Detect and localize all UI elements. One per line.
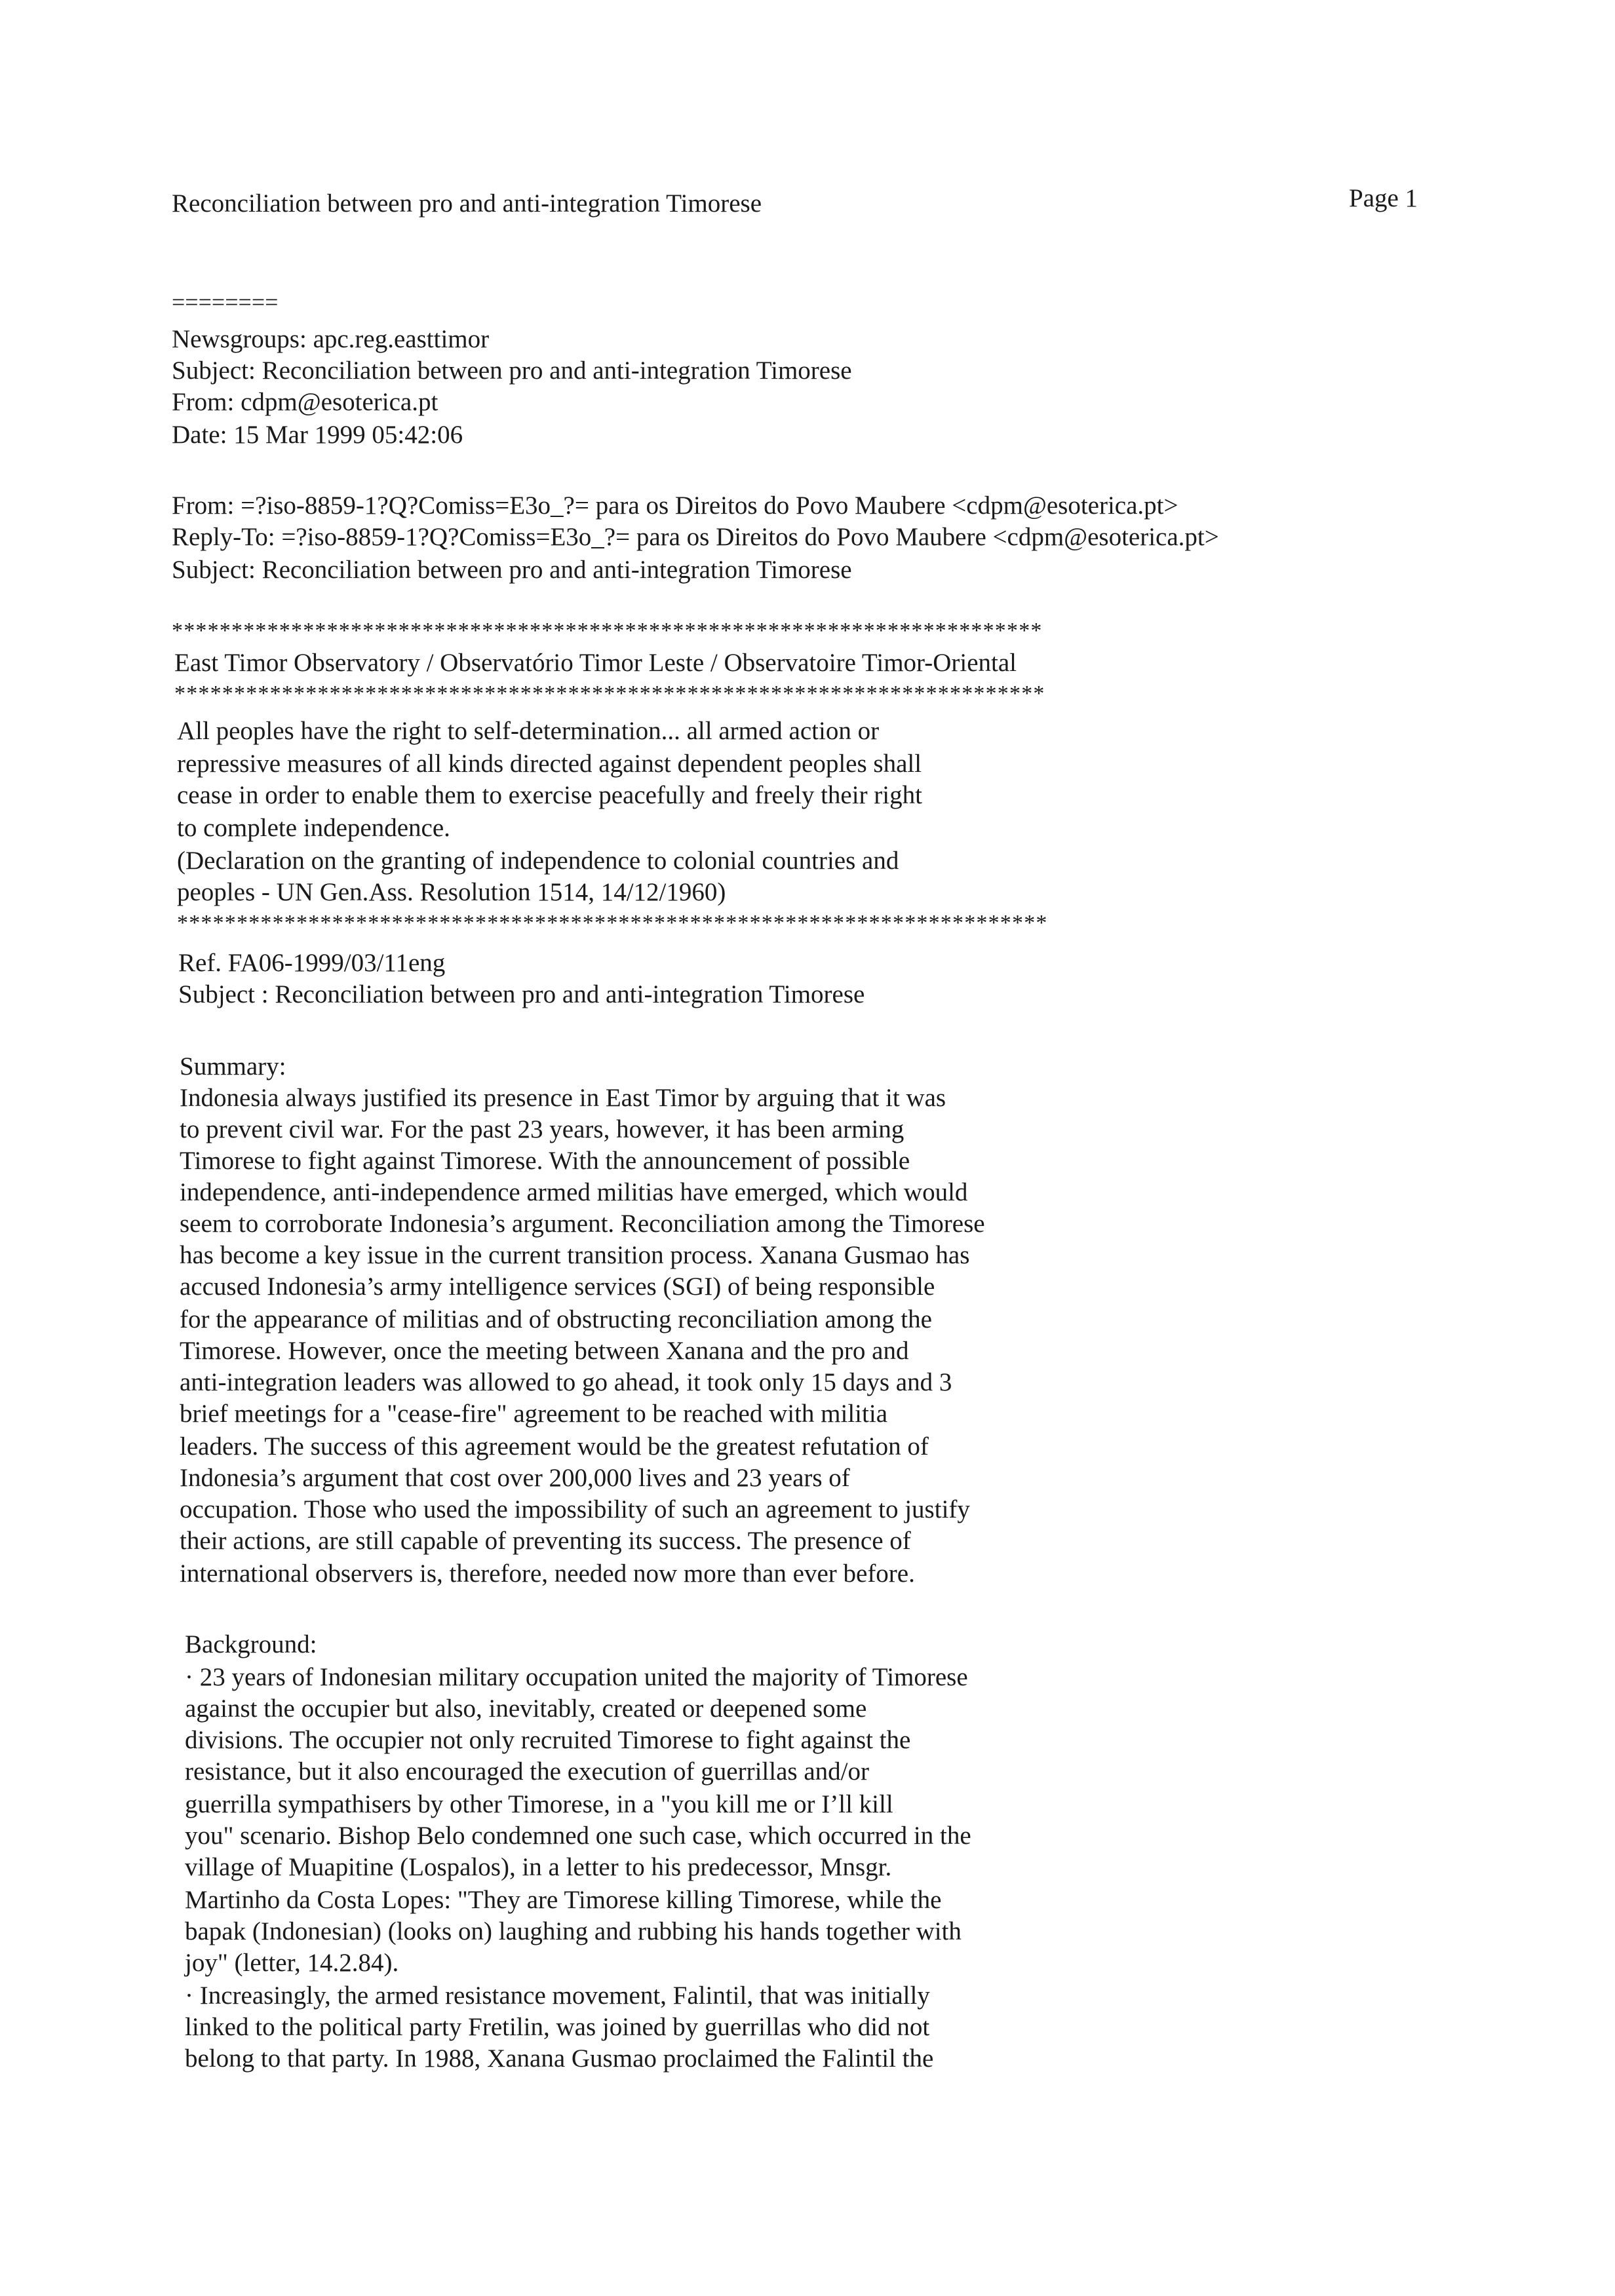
reference-subject-line: Subject : Reconciliation between pro and anti-integration Timorese bbox=[178, 980, 865, 1008]
background-line: divisions. The occupier not only recruited Timorese to fight against the bbox=[185, 1726, 911, 1754]
summary-line: leaders. The success of this agreement would be the greatest refutation of bbox=[180, 1432, 929, 1461]
summary-line: Indonesia’s argument that cost over 200,000 lives and 23 years of bbox=[180, 1464, 850, 1492]
from-line: From: cdpm@esoterica.pt bbox=[172, 388, 438, 416]
background-line: Martinho da Costa Lopes: "They are Timorese killing Timorese, while the bbox=[185, 1886, 942, 1914]
date-line: Date: 15 Mar 1999 05:42:06 bbox=[172, 421, 463, 449]
summary-line: seem to corroborate Indonesia’s argument. Reconciliation among the Timorese bbox=[180, 1210, 985, 1238]
quote-line: cease in order to enable them to exercise peacefully and freely their right bbox=[177, 781, 922, 809]
summary-line: independence, anti-independence armed militias have emerged, which would bbox=[180, 1178, 968, 1206]
background-line: · Increasingly, the armed resistance movement, Falintil, that was initially bbox=[185, 1981, 930, 2010]
quote-line: repressive measures of all kinds directed against dependent peoples shall bbox=[177, 750, 922, 778]
quote-line: peoples - UN Gen.Ass. Resolution 1514, 14/12/1960) bbox=[177, 878, 726, 906]
summary-line: Timorese to fight against Timorese. With the announcement of possible bbox=[180, 1147, 910, 1175]
header-separator: ======== bbox=[172, 289, 279, 315]
summary-line: Indonesia always justified its presence in East Timor by arguing that it was bbox=[180, 1084, 946, 1112]
background-line: you" scenario. Bishop Belo condemned one such case, which occurred in the bbox=[185, 1822, 971, 1850]
summary-line: occupation. Those who used the impossibility of such an agreement to justify bbox=[180, 1495, 970, 1523]
summary-line: accused Indonesia’s army intelligence services (SGI) of being responsible bbox=[180, 1272, 935, 1301]
quote-line: (Declaration on the granting of independence to colonial countries and bbox=[177, 847, 899, 875]
reference-line: Ref. FA06-1999/03/11eng bbox=[178, 949, 446, 977]
summary-heading: Summary: bbox=[180, 1052, 286, 1081]
summary-line: to prevent civil war. For the past 23 years, however, it has been arming bbox=[180, 1115, 905, 1143]
summary-line: brief meetings for a "cease-fire" agreement to be reached with militia bbox=[180, 1400, 888, 1428]
reply-to-line: Reply-To: =?iso-8859-1?Q?Comiss=E3o_?= para os Direitos do Povo Maubere <cdpm@esoterica.pt> bbox=[172, 523, 1219, 551]
background-line: belong to that party. In 1988, Xanana Gusmao proclaimed the Falintil the bbox=[185, 2044, 934, 2073]
subject-repeat-line: Subject: Reconciliation between pro and anti-integration Timorese bbox=[172, 556, 852, 584]
background-line: guerrilla sympathisers by other Timorese, in a "you kill me or I’ll kill bbox=[185, 1790, 893, 1818]
newsgroups-line: Newsgroups: apc.reg.easttimor bbox=[172, 325, 490, 353]
background-line: village of Muapitine (Lospalos), in a letter to his predecessor, Mnsgr. bbox=[185, 1853, 892, 1881]
page-number: Page 1 bbox=[1349, 184, 1418, 212]
background-heading: Background: bbox=[185, 1630, 317, 1658]
background-line: · 23 years of Indonesian military occupation united the majority of Timorese bbox=[185, 1663, 968, 1691]
summary-line: international observers is, therefore, needed now more than ever before. bbox=[180, 1559, 915, 1588]
page-header-title: Reconciliation between pro and anti-integration Timorese bbox=[172, 189, 762, 218]
star-rule-bottom: ************************************************************************* bbox=[177, 911, 1048, 935]
background-line: resistance, but it also encouraged the execution of guerrillas and/or bbox=[185, 1757, 869, 1786]
summary-line: anti-integration leaders was allowed to go ahead, it took only 15 days and 3 bbox=[180, 1368, 952, 1396]
background-line: bapak (Indonesian) (looks on) laughing and rubbing his hands together with bbox=[185, 1917, 962, 1945]
star-rule-top: ************************************************************************* bbox=[172, 619, 1043, 643]
subject-line: Subject: Reconciliation between pro and anti-integration Timorese bbox=[172, 356, 852, 385]
summary-line: has become a key issue in the current transition process. Xanana Gusmao has bbox=[180, 1241, 970, 1269]
summary-line: their actions, are still capable of preventing its success. The presence of bbox=[180, 1527, 911, 1555]
background-line: joy" (letter, 14.2.84). bbox=[185, 1949, 399, 1977]
quote-line: All peoples have the right to self-determination... all armed action or bbox=[177, 717, 880, 745]
star-rule-middle: ************************************************************************* bbox=[174, 681, 1045, 706]
from-full-line: From: =?iso-8859-1?Q?Comiss=E3o_?= para os Direitos do Povo Maubere <cdpm@esoterica.pt> bbox=[172, 491, 1178, 520]
observatory-title: East Timor Observatory / Observatório Timor Leste / Observatoire Timor-Oriental bbox=[174, 649, 1017, 677]
summary-line: Timorese. However, once the meeting between Xanana and the pro and bbox=[180, 1337, 909, 1365]
summary-line: for the appearance of militias and of obstructing reconciliation among the bbox=[180, 1305, 932, 1333]
quote-line: to complete independence. bbox=[177, 814, 450, 842]
background-line: linked to the political party Fretilin, was joined by guerrillas who did not bbox=[185, 2013, 930, 2041]
background-line: against the occupier but also, inevitably, created or deepened some bbox=[185, 1694, 867, 1723]
